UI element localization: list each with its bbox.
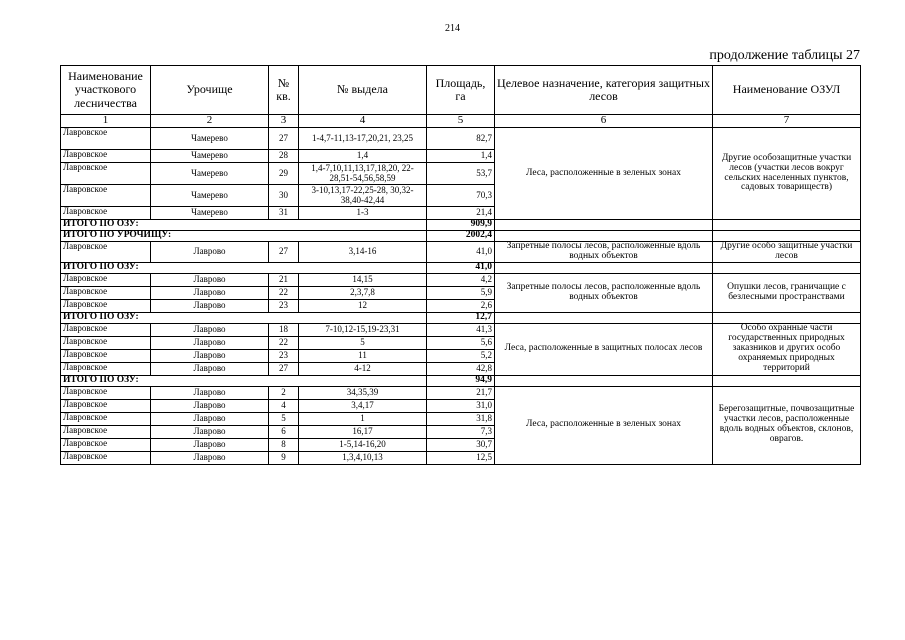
column-number: 5 — [427, 115, 495, 128]
column-number-row — [61, 115, 861, 128]
allotment-cell: 1-5,14-16,20 — [299, 438, 427, 451]
district-cell: Лавровское — [61, 273, 151, 286]
area-cell: 7,3 — [427, 425, 495, 438]
ozu-total-value: 12,7 — [427, 312, 495, 323]
column-number: 6 — [495, 115, 713, 128]
district-cell: Лавровское — [61, 323, 151, 336]
district-cell: Лавровское — [61, 451, 151, 464]
allotment-cell: 12 — [299, 299, 427, 312]
ozu-total-label: ИТОГО ПО ОЗУ: — [61, 312, 427, 323]
tract-cell: Лаврово — [151, 451, 269, 464]
allotment-cell: 1,4-7,10,11,13,17,18,20, 22-28,51-54,56,58,59 — [299, 163, 427, 185]
ozu-total-value: 94,9 — [427, 375, 495, 386]
page-number: 214 — [445, 23, 460, 34]
district-cell: Лавровское — [61, 299, 151, 312]
area-cell: 21,4 — [427, 207, 495, 220]
quarter-cell: 28 — [269, 150, 299, 163]
area-cell: 2,6 — [427, 299, 495, 312]
table-row — [61, 273, 861, 286]
tract-cell: Лаврово — [151, 438, 269, 451]
empty-cell — [495, 312, 713, 323]
quarter-cell: 22 — [269, 286, 299, 299]
allotment-cell: 5 — [299, 336, 427, 349]
allotment-cell: 7-10,12-15,19-23,31 — [299, 323, 427, 336]
column-number: 2 — [151, 115, 269, 128]
allotment-cell: 3-10,13,17-22,25-28, 30,32-38,40-42,44 — [299, 185, 427, 207]
table-row — [61, 323, 861, 336]
district-cell: Лавровское — [61, 438, 151, 451]
allotment-cell: 3,14-16 — [299, 241, 427, 262]
forest-protection-table — [60, 65, 861, 465]
district-cell: Лавровское — [61, 128, 151, 150]
district-cell: Лавровское — [61, 425, 151, 438]
ozu-total-label: ИТОГО ПО ОЗУ: — [61, 262, 427, 273]
area-cell: 41,3 — [427, 323, 495, 336]
district-cell: Лавровское — [61, 207, 151, 220]
ozu-total-label: ИТОГО ПО ОЗУ: — [61, 375, 427, 386]
tract-cell: Лаврово — [151, 273, 269, 286]
empty-cell — [713, 230, 861, 241]
table-row — [61, 128, 861, 150]
header-ozul: Наименование ОЗУЛ — [713, 66, 861, 115]
ozu-total-row — [61, 312, 861, 323]
quarter-cell: 30 — [269, 185, 299, 207]
ozu-total-row — [61, 262, 861, 273]
empty-cell — [713, 220, 861, 231]
empty-cell — [495, 262, 713, 273]
quarter-cell: 2 — [269, 386, 299, 399]
quarter-cell: 18 — [269, 323, 299, 336]
area-cell: 30,7 — [427, 438, 495, 451]
ozul-cell: Особо охранные части государственных природных заказников и других особо охраняемых природных территорий — [713, 323, 861, 375]
allotment-cell: 4-12 — [299, 362, 427, 375]
ozu-total-row — [61, 375, 861, 386]
district-cell: Лавровское — [61, 362, 151, 375]
quarter-cell: 4 — [269, 399, 299, 412]
quarter-cell: 22 — [269, 336, 299, 349]
tract-cell: Лаврово — [151, 286, 269, 299]
quarter-cell: 27 — [269, 362, 299, 375]
tract-cell: Лаврово — [151, 425, 269, 438]
empty-cell — [713, 312, 861, 323]
area-cell: 53,7 — [427, 163, 495, 185]
tract-total-row — [61, 230, 861, 241]
header-tract: Урочище — [151, 66, 269, 115]
area-cell: 4,2 — [427, 273, 495, 286]
district-cell: Лавровское — [61, 286, 151, 299]
tract-cell: Чамерево — [151, 163, 269, 185]
empty-cell — [713, 262, 861, 273]
allotment-cell: 1-4,7-11,13-17,20,21, 23,25 — [299, 128, 427, 150]
area-cell: 31,8 — [427, 412, 495, 425]
district-cell: Лавровское — [61, 241, 151, 262]
purpose-cell: Леса, расположенные в зеленых зонах — [495, 128, 713, 220]
table-row — [61, 386, 861, 399]
allotment-cell: 1,4 — [299, 150, 427, 163]
district-cell: Лавровское — [61, 399, 151, 412]
tract-cell: Лаврово — [151, 399, 269, 412]
header-row — [61, 66, 861, 115]
column-number: 7 — [713, 115, 861, 128]
tract-cell: Лаврово — [151, 386, 269, 399]
district-cell: Лавровское — [61, 412, 151, 425]
header-area: Площадь, га — [427, 66, 495, 115]
allotment-cell: 34,35,39 — [299, 386, 427, 399]
table-continuation-caption: продолжение таблицы 27 — [709, 48, 860, 63]
allotment-cell: 2,3,7,8 — [299, 286, 427, 299]
allotment-cell: 3,4,17 — [299, 399, 427, 412]
tract-cell: Лаврово — [151, 336, 269, 349]
area-cell: 82,7 — [427, 128, 495, 150]
empty-cell — [495, 220, 713, 231]
empty-cell — [713, 375, 861, 386]
quarter-cell: 5 — [269, 412, 299, 425]
area-cell: 41,0 — [427, 241, 495, 262]
tract-cell: Лаврово — [151, 299, 269, 312]
header-district: Наименование участкового лесничества — [61, 66, 151, 115]
tract-total-label: ИТОГО ПО УРОЧИЩУ: — [61, 230, 427, 241]
area-cell: 12,5 — [427, 451, 495, 464]
quarter-cell: 8 — [269, 438, 299, 451]
ozul-cell: Опушки лесов, граничащие с безлесными пространствами — [713, 273, 861, 312]
quarter-cell: 31 — [269, 207, 299, 220]
ozu-total-label: ИТОГО ПО ОЗУ: — [61, 220, 427, 231]
allotment-cell: 1-3 — [299, 207, 427, 220]
purpose-cell: Леса, расположенные в зеленых зонах — [495, 386, 713, 464]
tract-cell: Лаврово — [151, 349, 269, 362]
allotment-cell: 11 — [299, 349, 427, 362]
allotment-cell: 1,3,4,10,13 — [299, 451, 427, 464]
tract-cell: Чамерево — [151, 128, 269, 150]
ozu-total-value: 909,9 — [427, 220, 495, 231]
allotment-cell: 1 — [299, 412, 427, 425]
allotment-cell: 14,15 — [299, 273, 427, 286]
area-cell: 70,3 — [427, 185, 495, 207]
area-cell: 1,4 — [427, 150, 495, 163]
header-quarter: № кв. — [269, 66, 299, 115]
quarter-cell: 27 — [269, 241, 299, 262]
header-purpose: Целевое назначение, категория защитных лесов — [495, 66, 713, 115]
column-number: 4 — [299, 115, 427, 128]
purpose-cell: Леса, расположенные в защитных полосах лесов — [495, 323, 713, 375]
tract-cell: Чамерево — [151, 185, 269, 207]
header-allotment: № выдела — [299, 66, 427, 115]
district-cell: Лавровское — [61, 163, 151, 185]
empty-cell — [495, 230, 713, 241]
district-cell: Лавровское — [61, 150, 151, 163]
ozul-cell: Другие особозащитные участки лесов (участки лесов вокруг сельских населенных пунктов, садовых товариществ) — [713, 128, 861, 220]
purpose-cell: Запретные полосы лесов, расположенные вдоль водных объектов — [495, 241, 713, 262]
column-number: 1 — [61, 115, 151, 128]
quarter-cell: 29 — [269, 163, 299, 185]
tract-cell: Лаврово — [151, 241, 269, 262]
quarter-cell: 23 — [269, 299, 299, 312]
quarter-cell: 9 — [269, 451, 299, 464]
district-cell: Лавровское — [61, 349, 151, 362]
tract-cell: Лаврово — [151, 362, 269, 375]
purpose-cell: Запретные полосы лесов, расположенные вдоль водных объектов — [495, 273, 713, 312]
area-cell: 42,8 — [427, 362, 495, 375]
ozu-total-row — [61, 220, 861, 231]
area-cell: 5,9 — [427, 286, 495, 299]
column-number: 3 — [269, 115, 299, 128]
quarter-cell: 21 — [269, 273, 299, 286]
ozul-cell: Берегозащитные, почвозащитные участки лесов, расположенные вдоль водных объектов, склонов, оврагов. — [713, 386, 861, 464]
district-cell: Лавровское — [61, 336, 151, 349]
ozul-cell: Другие особо защитные участки лесов — [713, 241, 861, 262]
tract-cell: Чамерево — [151, 207, 269, 220]
tract-cell: Лаврово — [151, 412, 269, 425]
quarter-cell: 23 — [269, 349, 299, 362]
table-row — [61, 241, 861, 262]
tract-cell: Лаврово — [151, 323, 269, 336]
area-cell: 5,6 — [427, 336, 495, 349]
tract-total-value: 2002,4 — [427, 230, 495, 241]
quarter-cell: 6 — [269, 425, 299, 438]
tract-cell: Чамерево — [151, 150, 269, 163]
empty-cell — [495, 375, 713, 386]
allotment-cell: 16,17 — [299, 425, 427, 438]
area-cell: 31,0 — [427, 399, 495, 412]
district-cell: Лавровское — [61, 185, 151, 207]
area-cell: 21,7 — [427, 386, 495, 399]
quarter-cell: 27 — [269, 128, 299, 150]
area-cell: 5,2 — [427, 349, 495, 362]
district-cell: Лавровское — [61, 386, 151, 399]
ozu-total-value: 41,0 — [427, 262, 495, 273]
